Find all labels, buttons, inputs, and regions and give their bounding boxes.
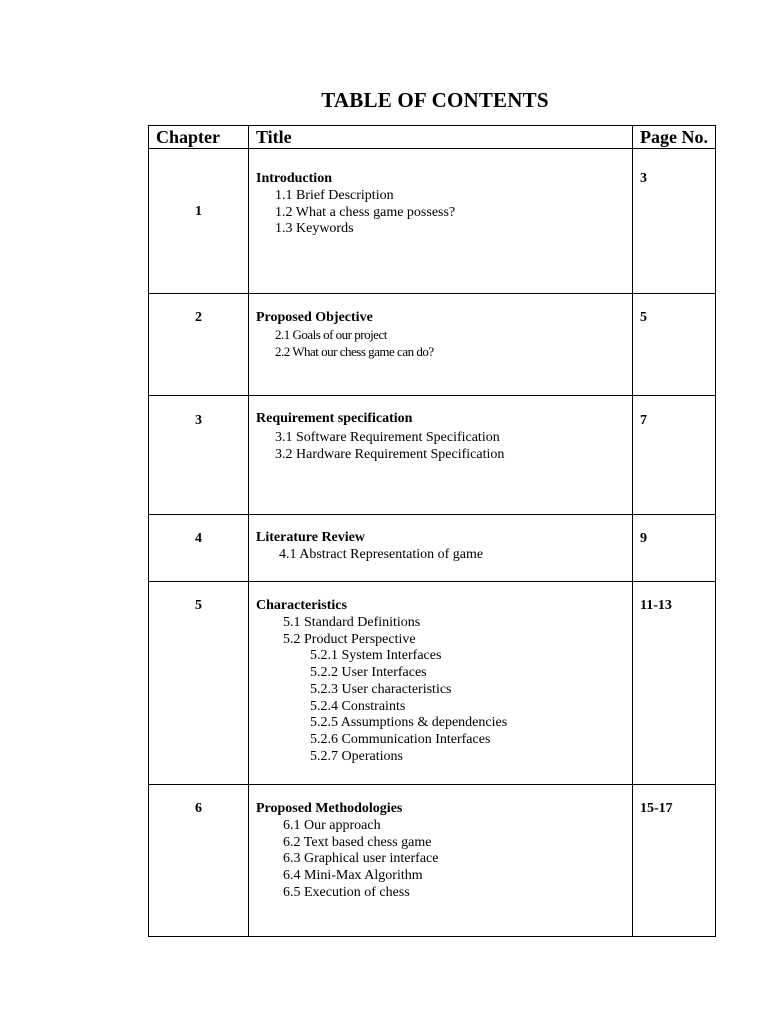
chapter-title-cell bbox=[249, 294, 633, 396]
chapter-number bbox=[149, 785, 249, 937]
chapter-number bbox=[149, 582, 249, 785]
header-page: Page No. bbox=[633, 126, 716, 149]
table-row bbox=[149, 582, 716, 785]
chapter-title: Introduction bbox=[256, 171, 332, 186]
page-number: 7 bbox=[633, 396, 716, 515]
sub-subsection: 5.2.6 Communication Interfaces bbox=[310, 731, 491, 747]
sub-subsection: 5.2.2 User Interfaces bbox=[310, 665, 427, 681]
table-row bbox=[149, 396, 716, 515]
toc-table bbox=[148, 125, 716, 937]
chapter-title: Characteristics bbox=[256, 598, 347, 613]
chapter-number-text: 4 bbox=[195, 531, 202, 546]
header-title: Title bbox=[249, 126, 633, 149]
page-number: 11-13 bbox=[633, 582, 716, 785]
subsection: 6.3 Graphical user interface bbox=[283, 851, 439, 867]
chapter-title-cell bbox=[249, 149, 633, 294]
subsection: 5.1 Standard Definitions bbox=[283, 615, 421, 630]
subsection: 2.1 Goals of our project bbox=[275, 327, 387, 342]
subsection: 6.5 Execution of chess bbox=[283, 884, 410, 900]
chapter-number bbox=[149, 294, 249, 396]
sub-subsection: 5.2.1 System Interfaces bbox=[310, 648, 442, 664]
page-number: 5 bbox=[633, 294, 716, 396]
toc-header-row bbox=[149, 126, 716, 149]
subsection: 2.2 What our chess game can do? bbox=[275, 343, 434, 359]
chapter-title-cell bbox=[249, 396, 633, 515]
subsection: 4.1 Abstract Representation of game bbox=[279, 547, 484, 562]
table-row bbox=[149, 294, 716, 396]
subsection: 6.2 Text based chess game bbox=[283, 834, 432, 850]
sub-subsection: 5.2.5 Assumptions & dependencies bbox=[310, 715, 508, 731]
table-row bbox=[149, 515, 716, 582]
chapter-number-text: 1 bbox=[195, 204, 202, 219]
subsection: 5.2 Product Perspective bbox=[283, 631, 416, 647]
chapter-title-cell bbox=[249, 515, 633, 582]
subsection: 1.1 Brief Description bbox=[275, 188, 394, 203]
chapter-number-text: 5 bbox=[195, 598, 202, 613]
table-row bbox=[149, 149, 716, 294]
chapter-number bbox=[149, 396, 249, 515]
sub-subsection: 5.2.7 Operations bbox=[310, 748, 403, 764]
subsection: 3.2 Hardware Requirement Specification bbox=[275, 446, 505, 462]
chapter-number-text: 6 bbox=[195, 801, 202, 816]
chapter-title: Literature Review bbox=[256, 530, 365, 545]
chapter-title-cell bbox=[249, 582, 633, 785]
chapter-title: Requirement specification bbox=[256, 411, 413, 426]
page-number: 3 bbox=[633, 149, 716, 294]
subsection: 1.3 Keywords bbox=[275, 221, 354, 237]
subsection: 3.1 Software Requirement Specification bbox=[275, 430, 500, 445]
chapter-title: Proposed Objective bbox=[256, 310, 373, 325]
page-number: 9 bbox=[633, 515, 716, 582]
subsection: 6.1 Our approach bbox=[283, 818, 381, 833]
header-chapter: Chapter bbox=[149, 126, 249, 149]
chapter-number-text: 3 bbox=[195, 413, 202, 428]
sub-subsection: 5.2.3 User characteristics bbox=[310, 681, 452, 697]
chapter-number bbox=[149, 515, 249, 582]
subsection: 6.4 Mini-Max Algorithm bbox=[283, 868, 423, 884]
sub-subsection: 5.2.4 Constraints bbox=[310, 698, 406, 714]
chapter-number-text: 2 bbox=[195, 310, 202, 325]
table-row bbox=[149, 785, 716, 937]
chapter-number bbox=[149, 149, 249, 294]
chapter-title: Proposed Methodologies bbox=[256, 801, 403, 816]
subsection: 1.2 What a chess game possess? bbox=[275, 204, 456, 220]
page-number: 15-17 bbox=[633, 785, 716, 937]
chapter-title-cell bbox=[249, 785, 633, 937]
document-title: TABLE OF CONTENTS bbox=[321, 88, 549, 112]
